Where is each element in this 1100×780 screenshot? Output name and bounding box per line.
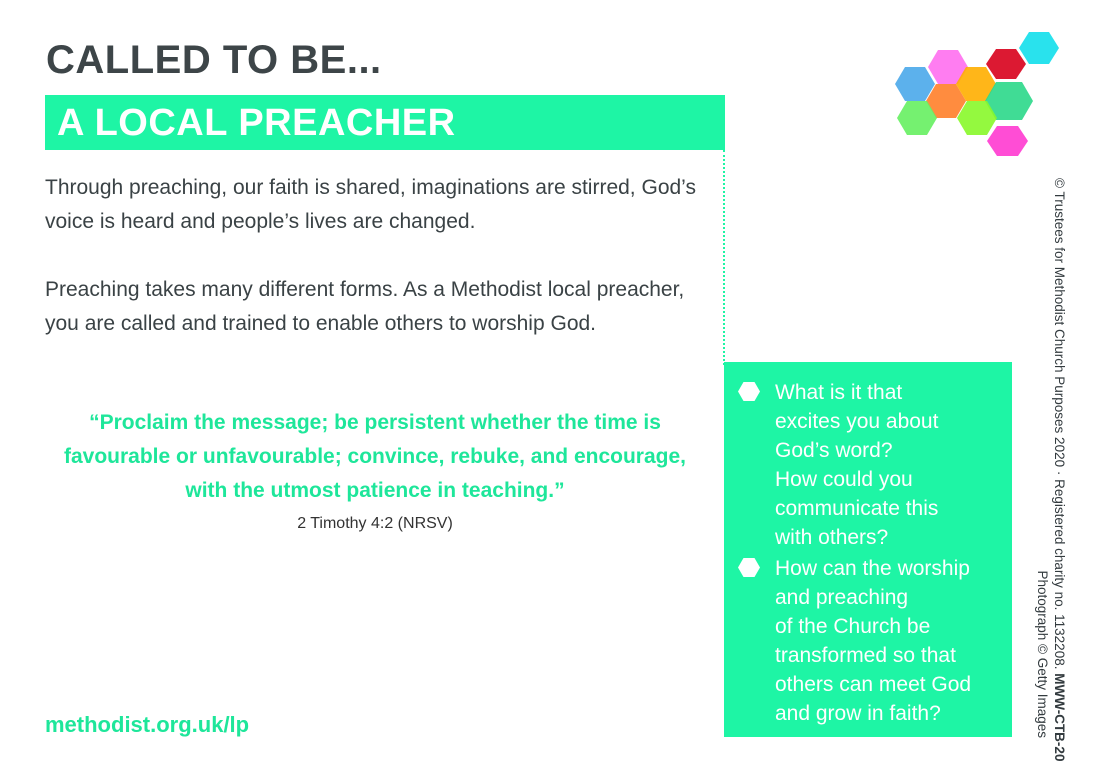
question-text: How can the worship and preaching of the Church be transformed so that others can meet God and grow in faith? <box>775 557 972 725</box>
scripture-quote: “Proclaim the message; be persistent whether the time is favourable or unfavourable; convince, rebuke, and encourage, with the utmost patience in teaching.” <box>64 411 686 502</box>
banner-title: A LOCAL PREACHER <box>57 102 456 144</box>
scripture-citation: 2 Timothy 4:2 (NRSV) <box>297 515 453 532</box>
hexagon-bullet-icon <box>738 382 760 401</box>
card-code: MWW-CTB-20 <box>1052 673 1067 762</box>
hexagon-cluster-logo-icon <box>893 28 1063 160</box>
intro-paragraph: Through preaching, our faith is shared, imaginations are stirred, God’s voice is heard and people’s lives are changed. <box>45 176 696 233</box>
page-heading: CALLED TO BE... <box>46 38 382 82</box>
hexagon-bullet-icon <box>738 558 760 577</box>
dotted-divider <box>723 150 725 365</box>
questions-box <box>724 362 1012 737</box>
photo-credit: Photograph © Getty Images <box>1035 570 1050 738</box>
description-paragraph: Preaching takes many different forms. As a Methodist local preacher, you are called and trained to enable others to worship God. <box>45 278 685 335</box>
copyright-notice <box>1034 178 1068 762</box>
title-banner <box>45 95 725 150</box>
website-link[interactable]: methodist.org.uk/lp <box>45 712 250 737</box>
question-text: What is it that excites you about God’s word? How could you communicate this with others? <box>775 381 939 549</box>
copyright-line: © Trustees for Methodist Church Purposes 2020 · Registered charity no. 1132208. <box>1052 178 1067 670</box>
